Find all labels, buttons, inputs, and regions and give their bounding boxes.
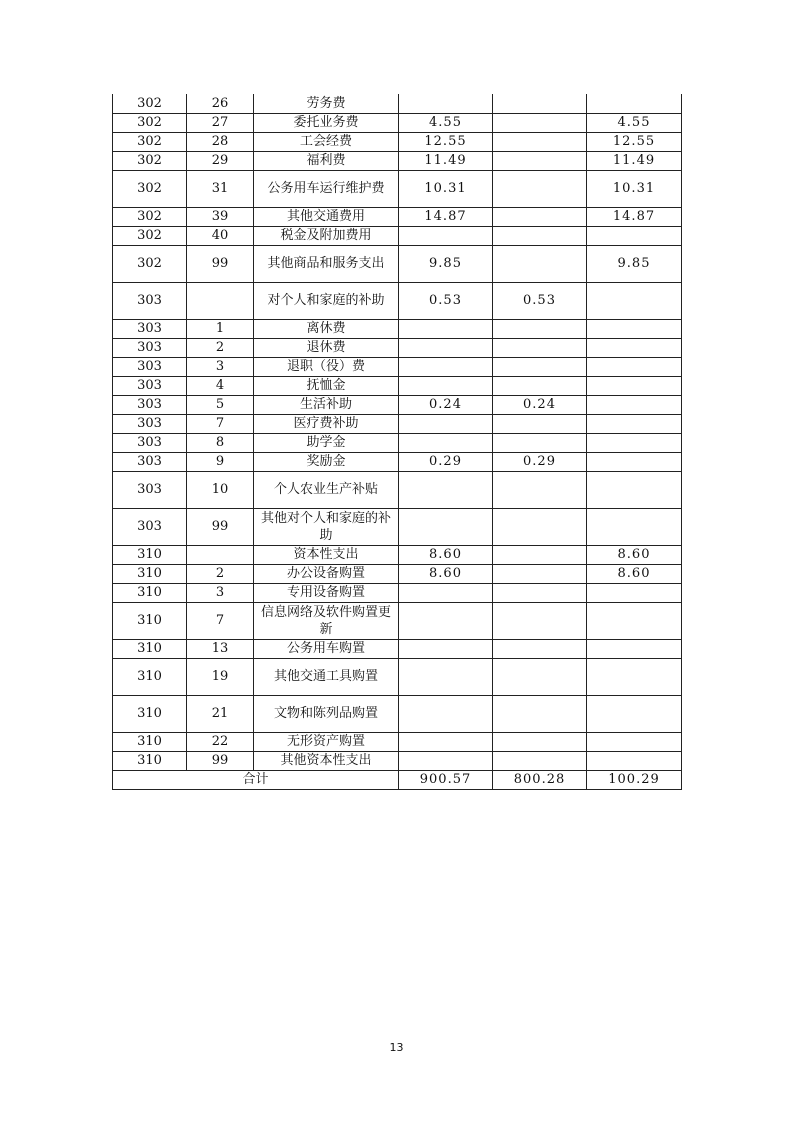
col-project [587, 602, 682, 639]
col-class: 303 [113, 376, 187, 395]
col-total [399, 338, 493, 357]
table-row [113, 151, 682, 170]
col-basic [493, 471, 587, 508]
col-class: 303 [113, 452, 187, 471]
col-project: 14.87 [587, 207, 682, 226]
col-basic [493, 414, 587, 433]
table-row [113, 583, 682, 602]
table-row [113, 170, 682, 207]
col-name: 委托业务费 [254, 113, 399, 132]
col-project [587, 414, 682, 433]
col-total [399, 319, 493, 338]
col-total [399, 695, 493, 732]
col-class: 310 [113, 639, 187, 658]
col-item: 19 [187, 658, 254, 695]
col-total [399, 732, 493, 751]
col-project: 9.85 [587, 245, 682, 282]
col-item: 8 [187, 433, 254, 452]
col-project [587, 319, 682, 338]
table-row [113, 564, 682, 583]
table-row [113, 658, 682, 695]
col-basic [493, 508, 587, 545]
col-name: 文物和陈列品购置 [254, 695, 399, 732]
col-class: 310 [113, 732, 187, 751]
col-item: 99 [187, 751, 254, 770]
table-row [113, 132, 682, 151]
col-project [587, 658, 682, 695]
col-project [587, 338, 682, 357]
col-class: 310 [113, 564, 187, 583]
col-item: 7 [187, 414, 254, 433]
col-name: 资本性支出 [254, 545, 399, 564]
col-class: 310 [113, 602, 187, 639]
table-row [113, 545, 682, 564]
col-project: 12.55 [587, 132, 682, 151]
col-name: 专用设备购置 [254, 583, 399, 602]
table-row [113, 376, 682, 395]
col-item: 29 [187, 151, 254, 170]
col-class: 302 [113, 170, 187, 207]
col-name: 其他对个人和家庭的补助 [254, 508, 399, 545]
col-name: 工会经费 [254, 132, 399, 151]
col-project [587, 226, 682, 245]
col-project: 4.55 [587, 113, 682, 132]
col-name: 其他交通费用 [254, 207, 399, 226]
table-body [113, 94, 682, 770]
col-basic [493, 94, 587, 113]
col-project [587, 471, 682, 508]
col-item: 31 [187, 170, 254, 207]
col-project [587, 395, 682, 414]
col-name: 抚恤金 [254, 376, 399, 395]
col-item: 13 [187, 639, 254, 658]
col-item: 40 [187, 226, 254, 245]
col-total: 0.24 [399, 395, 493, 414]
col-project [587, 452, 682, 471]
col-class: 303 [113, 282, 187, 319]
col-class: 310 [113, 695, 187, 732]
col-class: 303 [113, 395, 187, 414]
col-name: 个人农业生产补贴 [254, 471, 399, 508]
col-class: 302 [113, 226, 187, 245]
table-row [113, 602, 682, 639]
col-total: 0.29 [399, 452, 493, 471]
col-name: 福利费 [254, 151, 399, 170]
col-name: 对个人和家庭的补助 [254, 282, 399, 319]
col-basic [493, 658, 587, 695]
col-total [399, 751, 493, 770]
col-name: 助学金 [254, 433, 399, 452]
col-basic [493, 207, 587, 226]
col-item: 1 [187, 319, 254, 338]
page-number: 13 [389, 1041, 404, 1054]
col-item: 22 [187, 732, 254, 751]
col-basic [493, 695, 587, 732]
col-item [187, 545, 254, 564]
budget-expenditure-table [112, 94, 682, 790]
col-total: 10.31 [399, 170, 493, 207]
col-basic: 0.53 [493, 282, 587, 319]
total-row [113, 770, 682, 789]
col-project: 10.31 [587, 170, 682, 207]
col-item: 3 [187, 583, 254, 602]
col-basic [493, 226, 587, 245]
col-basic: 0.24 [493, 395, 587, 414]
col-class: 302 [113, 132, 187, 151]
table-row [113, 357, 682, 376]
col-basic: 0.29 [493, 452, 587, 471]
table-row [113, 319, 682, 338]
total-sum: 900.57 [399, 770, 493, 789]
col-class: 310 [113, 751, 187, 770]
col-project [587, 751, 682, 770]
col-basic [493, 583, 587, 602]
col-item: 7 [187, 602, 254, 639]
col-total [399, 226, 493, 245]
col-basic [493, 338, 587, 357]
col-basic [493, 639, 587, 658]
col-total: 8.60 [399, 545, 493, 564]
col-project [587, 433, 682, 452]
col-item: 28 [187, 132, 254, 151]
table-row [113, 751, 682, 770]
col-basic [493, 132, 587, 151]
table-row [113, 282, 682, 319]
table-row [113, 695, 682, 732]
table-row [113, 113, 682, 132]
table-row [113, 245, 682, 282]
col-basic [493, 751, 587, 770]
col-class: 302 [113, 113, 187, 132]
col-total [399, 433, 493, 452]
col-name: 劳务费 [254, 94, 399, 113]
table-row [113, 395, 682, 414]
col-basic [493, 319, 587, 338]
col-total [399, 357, 493, 376]
col-basic [493, 376, 587, 395]
col-project [587, 376, 682, 395]
col-project [587, 583, 682, 602]
col-total: 14.87 [399, 207, 493, 226]
col-basic [493, 602, 587, 639]
col-total: 9.85 [399, 245, 493, 282]
col-project: 11.49 [587, 151, 682, 170]
col-project [587, 282, 682, 319]
col-basic [493, 151, 587, 170]
col-class: 303 [113, 433, 187, 452]
col-total [399, 508, 493, 545]
col-class: 302 [113, 207, 187, 226]
col-item: 10 [187, 471, 254, 508]
col-project [587, 508, 682, 545]
col-name: 无形资产购置 [254, 732, 399, 751]
col-total [399, 94, 493, 113]
col-name: 奖励金 [254, 452, 399, 471]
col-basic [493, 245, 587, 282]
col-class: 310 [113, 583, 187, 602]
col-item: 39 [187, 207, 254, 226]
table-row [113, 338, 682, 357]
col-name: 信息网络及软件购置更新 [254, 602, 399, 639]
table-row [113, 508, 682, 545]
table-row [113, 471, 682, 508]
col-project: 8.60 [587, 564, 682, 583]
col-class: 302 [113, 151, 187, 170]
total-project: 100.29 [587, 770, 682, 789]
col-basic [493, 732, 587, 751]
col-basic [493, 113, 587, 132]
col-total: 11.49 [399, 151, 493, 170]
col-class: 302 [113, 245, 187, 282]
col-name: 退职（役）费 [254, 357, 399, 376]
col-class: 303 [113, 357, 187, 376]
col-class: 303 [113, 319, 187, 338]
col-name: 公务用车购置 [254, 639, 399, 658]
col-name: 退休费 [254, 338, 399, 357]
col-name: 其他交通工具购置 [254, 658, 399, 695]
table-row [113, 732, 682, 751]
col-name: 医疗费补助 [254, 414, 399, 433]
table-row [113, 433, 682, 452]
col-item: 27 [187, 113, 254, 132]
col-item: 9 [187, 452, 254, 471]
col-item [187, 282, 254, 319]
col-class: 310 [113, 545, 187, 564]
col-class: 303 [113, 414, 187, 433]
col-item: 2 [187, 564, 254, 583]
total-label: 合计 [113, 770, 399, 789]
col-total [399, 414, 493, 433]
col-project [587, 94, 682, 113]
col-name: 公务用车运行维护费 [254, 170, 399, 207]
col-total: 0.53 [399, 282, 493, 319]
table-row [113, 207, 682, 226]
col-total: 4.55 [399, 113, 493, 132]
col-name: 离休费 [254, 319, 399, 338]
col-total: 12.55 [399, 132, 493, 151]
col-class: 303 [113, 338, 187, 357]
col-item: 99 [187, 508, 254, 545]
col-item: 99 [187, 245, 254, 282]
col-item: 26 [187, 94, 254, 113]
table-row [113, 639, 682, 658]
col-project [587, 695, 682, 732]
col-name: 生活补助 [254, 395, 399, 414]
col-basic [493, 545, 587, 564]
col-total [399, 602, 493, 639]
col-class: 303 [113, 508, 187, 545]
table-row [113, 414, 682, 433]
col-total [399, 376, 493, 395]
col-item: 5 [187, 395, 254, 414]
col-class: 302 [113, 94, 187, 113]
col-class: 310 [113, 658, 187, 695]
col-item: 3 [187, 357, 254, 376]
col-class: 303 [113, 471, 187, 508]
col-project [587, 732, 682, 751]
col-total: 8.60 [399, 564, 493, 583]
col-name: 办公设备购置 [254, 564, 399, 583]
col-name: 其他商品和服务支出 [254, 245, 399, 282]
col-item: 2 [187, 338, 254, 357]
col-name: 其他资本性支出 [254, 751, 399, 770]
table-row [113, 226, 682, 245]
col-total [399, 471, 493, 508]
col-basic [493, 170, 587, 207]
col-name: 税金及附加费用 [254, 226, 399, 245]
col-total [399, 583, 493, 602]
col-project: 8.60 [587, 545, 682, 564]
table-row [113, 452, 682, 471]
col-total [399, 658, 493, 695]
col-project [587, 639, 682, 658]
col-basic [493, 564, 587, 583]
col-item: 21 [187, 695, 254, 732]
col-basic [493, 357, 587, 376]
total-basic: 800.28 [493, 770, 587, 789]
table-row [113, 94, 682, 113]
col-project [587, 357, 682, 376]
col-item: 4 [187, 376, 254, 395]
col-total [399, 639, 493, 658]
col-basic [493, 433, 587, 452]
